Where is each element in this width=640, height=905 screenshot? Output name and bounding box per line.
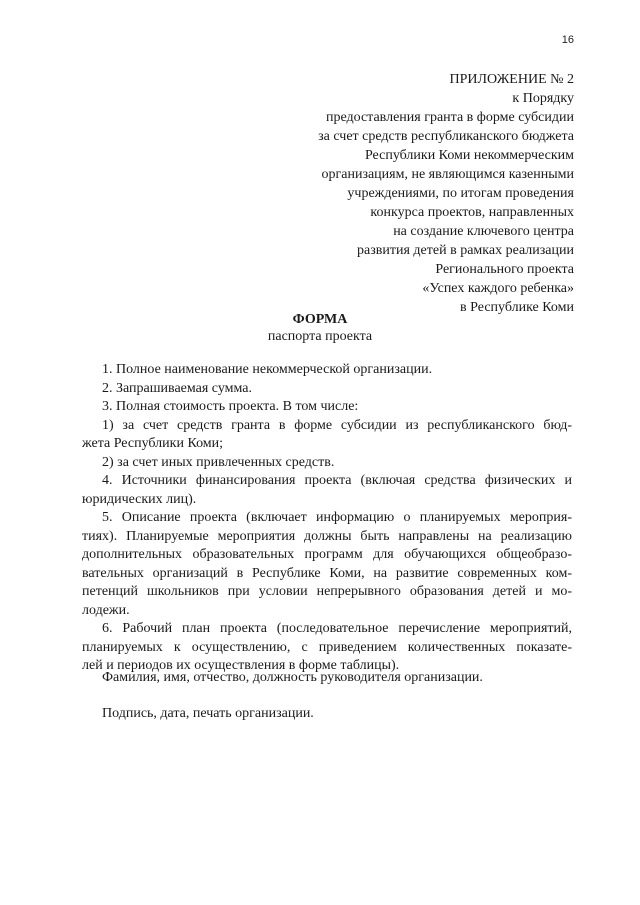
- item-2: 2. Запрашиваемая сумма.: [102, 380, 252, 396]
- appendix-header: [254, 70, 574, 317]
- item-5-cont: дополнительных образовательных программ для обучающихся общеобразо-: [82, 547, 572, 562]
- appendix-line: к Порядку: [512, 91, 574, 106]
- item-4: 4. Источники финансирования проекта (включая средства физических и: [102, 473, 572, 488]
- item-3-1: 1) за счет средств гранта в форме субсидии из республиканского бюд-: [102, 417, 572, 433]
- appendix-line: в Республике Коми: [460, 300, 574, 315]
- appendix-line: развития детей в рамках реализации: [357, 243, 574, 258]
- appendix-line: Регионального проекта: [435, 262, 574, 277]
- appendix-line: предоставления гранта в форме субсидии: [325, 110, 574, 125]
- signature-sign-line: Подпись, дата, печать организации.: [102, 706, 314, 721]
- appendix-line: конкурса проектов, направленных: [370, 205, 574, 220]
- signature-name-line: Фамилия, имя, отчество, должность руководителя организации.: [102, 670, 483, 685]
- appendix-line: учреждениями, по итогам проведения: [347, 186, 574, 201]
- item-6: 6. Рабочий план проекта (последовательное перечисление мероприятий,: [102, 621, 572, 636]
- form-title: ФОРМА: [292, 312, 348, 327]
- appendix-line: на создание ключевого центра: [393, 224, 574, 239]
- item-5-cont: петенций школьников при условии непрерывного образования детей и мо-: [82, 584, 572, 599]
- page-number: 16: [561, 34, 574, 46]
- appendix-line: за счет средств республиканского бюджета: [318, 129, 574, 144]
- appendix-line: «Успех каждого ребенка»: [422, 281, 574, 296]
- item-6-cont: лей и периодов их осуществления в форме таблицы).: [82, 658, 400, 673]
- item-5: 5. Описание проекта (включает информацию о планируемых мероприя-: [102, 510, 572, 525]
- item-3-1-cont: жета Республики Коми;: [82, 436, 224, 451]
- form-items: [82, 361, 572, 676]
- item-3: 3. Полная стоимость проекта. В том числе:: [102, 399, 359, 414]
- item-5-cont: лодежи.: [82, 602, 130, 618]
- item-5-cont: вательных организаций в Республике Коми, на развитие современных ком-: [82, 565, 572, 581]
- item-1: 1. Полное наименование некоммерческой организации.: [102, 362, 433, 377]
- appendix-line: организациям, не являющимся казенными: [321, 167, 574, 182]
- item-3-2: 2) за счет иных привлеченных средств.: [102, 454, 335, 470]
- appendix-line: ПРИЛОЖЕНИЕ № 2: [449, 72, 574, 87]
- item-5-cont: тиях). Планируемые мероприятия должны быть направлены на реализацию: [82, 528, 572, 544]
- form-subtitle: паспорта проекта: [267, 329, 373, 344]
- item-6-cont: планируемых к осуществлению, с приведением количественных показате-: [82, 639, 572, 655]
- appendix-line: Республики Коми некоммерческим: [364, 148, 574, 163]
- item-4-cont: юридических лиц).: [82, 491, 197, 507]
